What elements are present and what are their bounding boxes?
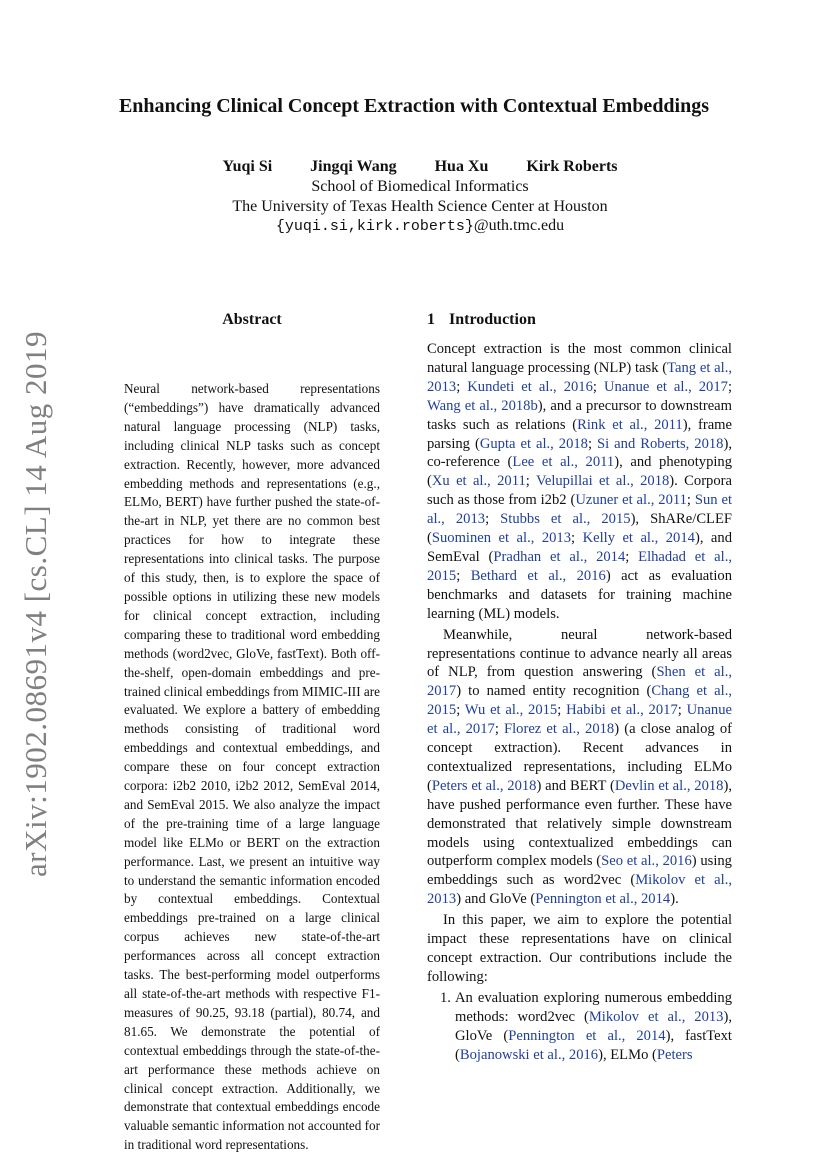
arxiv-identifier: arXiv:1902.08691v4 [cs.CL] 14 Aug 2019 [18,331,53,877]
affiliation-university: The University of Texas Health Science Center at Houston [232,198,608,215]
text-run: ), and SemEval ( [427,530,733,565]
list-marker: 1. [440,990,451,1006]
citation-link[interactable]: Suominen et al., 2013 [431,530,572,547]
paper-title: Enhancing Clinical Concept Extraction with Contextual Embeddings [118,95,710,117]
citation-link[interactable]: Elhadad et al., 2015 [427,548,732,584]
text-run: Meanwhile, neural network-based representations continue to advance nearly all areas of NLP, from question answering ( [427,626,732,681]
citation-link[interactable]: Wang et al., 2018b [427,397,538,414]
text-run: ; [494,721,504,738]
citation-link[interactable]: Unanue et al., 2017 [427,702,732,738]
citation-link[interactable]: Uzuner et al., 2011 [575,492,687,509]
citation-link[interactable]: Pennington et al., 2014 [535,891,671,908]
citation-link[interactable]: Peters [656,1046,693,1063]
citation-link[interactable]: Bethard et al., 2016 [470,567,606,584]
text-run: ), frame parsing ( [427,416,732,452]
text-run: In this paper, we aim to explore the potential impact these representations have on clinical concept extraction. Our contributions include the following: [427,912,732,985]
citation-link[interactable]: Velupillai et al., 2018 [535,473,670,490]
text-run: ; [677,702,687,719]
introduction-body [427,340,732,987]
citation-link[interactable]: Shen et al., 2017 [427,664,732,700]
text-run: ; [557,702,567,719]
text-run: ), co-reference ( [427,435,732,471]
text-run: ; [727,378,733,395]
text-run: ) and GloVe ( [456,891,536,908]
text-run: ) using embeddings such as word2vec ( [427,853,732,889]
citation-link[interactable]: Lee et al., 2011 [512,454,615,471]
text-run: ; [571,530,583,547]
text-run: ; [456,567,471,584]
citation-link[interactable]: Xu et al., 2011 [431,473,526,490]
text-run: ) act as evaluation benchmarks and datasets for training machine learning (ML) models. [427,567,732,622]
citation-link[interactable]: Kundeti et al., 2016 [467,378,593,395]
citation-link[interactable]: Florez et al., 2018 [504,721,615,738]
text-run: ) (a close analog of concept extraction). Recent advances in contextualized representations, including ELMo ( [427,721,732,794]
text-run: ; [525,473,536,490]
author-email [120,217,720,235]
text-run: ; [485,511,501,528]
citation-link[interactable]: Devlin et al., 2018 [614,777,724,794]
email-user: {yuqi.si,kirk.roberts} [275,218,474,235]
section-number: 1 [427,311,435,328]
intro-paragraph-2 [427,626,732,910]
citation-link[interactable]: Pennington et al., 2014 [508,1027,666,1044]
text-run: ), ShARe/CLEF ( [427,511,733,547]
text-run: ), and a precursor to downstream tasks such as relations ( [427,397,732,433]
text-run: ) and BERT ( [536,777,615,794]
citation-link[interactable]: Seo et al., 2016 [601,853,692,870]
email-domain: @uth.tmc.edu [473,217,565,234]
citation-link[interactable]: Habibi et al., 2017 [566,702,678,719]
text-run: ), GloVe ( [455,1008,732,1044]
citation-link[interactable]: Bojanowski et al., 2016 [459,1046,599,1063]
section-heading-introduction [427,311,536,329]
author-list [120,158,720,176]
text-run: ; [456,702,465,719]
text-run: ; [587,435,598,452]
text-run: An evaluation exploring numerous embedding methods: word2vec ( [455,990,732,1025]
citation-link[interactable]: Unanue et al., 2017 [603,378,728,395]
citation-link[interactable]: Tang et al., 2013 [427,359,732,395]
text-run: ; [625,548,639,565]
text-run: ), fastText ( [455,1027,732,1063]
citation-link[interactable]: Kelly et al., 2014 [582,530,695,547]
text-run: ), and phenotyping ( [427,454,733,490]
citation-link[interactable]: Sun et al., 2013 [427,492,733,528]
abstract-heading: Abstract [222,311,282,328]
text-run: ; [592,378,604,395]
citation-link[interactable]: Gupta et al., 2018 [479,435,588,452]
contribution-text [455,989,732,1065]
citation-link[interactable]: Si and Roberts, 2018 [597,435,724,452]
author-name: Jingqi Wang [310,158,397,175]
text-run: ), ELMo ( [598,1046,657,1063]
author-name: Yuqi Si [222,158,273,175]
text-run: ; [456,378,468,395]
citation-link[interactable]: Stubbs et al., 2015 [500,511,631,528]
text-run: ) to named entity recognition ( [456,683,652,700]
citation-link[interactable]: Mikolov et al., 2013 [427,872,732,908]
citation-link[interactable]: Peters et al., 2018 [431,777,537,794]
text-run: ; [686,492,695,509]
contribution-list-item [427,989,732,1065]
citation-link[interactable]: Chang et al., 2015 [427,683,732,719]
author-name: Hua Xu [434,158,489,175]
text-run: ). Corpora such as those from i2b2 ( [427,473,732,509]
abstract-text: Neural network-based representations (“embeddings”) have dramatically advanced natural language processing (NLP) tasks, including clinical NLP tasks such as concept extraction. Recently, however, more advanced embedding methods and representations (e.g., ELMo, BERT) have further pushed the state-of-the-art in NLP, yet there are no common best practices for how to integrate these representations into clinical tasks. The purpose of this study, then, is to explore the space of possible options in utilizing these new models for clinical concept extraction, including comparing these to traditional word embedding methods (word2vec, GloVe, fastText). Both off-the-shelf, open-domain embeddings and pre-trained clinical embeddings from MIMIC-III are evaluated. We explore a battery of embedding methods consisting of traditional word embeddings and contextual embeddings, and compare these on four concept extraction corpora: i2b2 2010, i2b2 2012, SemEval 2014, and SemEval 2015. We also analyze the impact of the pre-training time of a large language model like ELMo or BERT on the extraction performance. Last, we present an intuitive way to understand the semantic information encoded by contextual embeddings. Contextual embeddings pre-trained on a large clinical corpus achieves new state-of-the-art performances across all concept extraction tasks. The best-performing model outperforms all state-of-the-art methods with respective F1-measures of 90.25, 93.18 (partial), 80.74, and 81.65. We demonstrate the potential of contextual embeddings through the state-of-the-art performance these methods achieve on clinical concept extraction. Additionally, we demonstrate that contextual embeddings encode valuable semantic information not accounted for in traditional word representations. [124,381,380,1153]
citation-link[interactable]: Mikolov et al., 2013 [588,1008,724,1025]
citation-link[interactable]: Wu et al., 2015 [464,702,558,719]
text-run: Concept extraction is the most common clinical natural language processing (NLP) task ( [427,341,732,376]
author-name: Kirk Roberts [526,158,618,175]
text-run: ). [670,891,679,908]
intro-paragraph-3 [427,911,732,987]
affiliation-school: School of Biomedical Informatics [311,178,529,195]
section-title: Introduction [449,311,536,328]
intro-paragraph-1 [427,340,732,624]
citation-link[interactable]: Rink et al., 2011 [577,416,683,433]
text-run: ), have pushed performance even further. These have demonstrated that relatively simple downstream models using contextualized embeddings can outperform complex models ( [427,777,732,870]
citation-link[interactable]: Pradhan et al., 2014 [493,548,626,565]
